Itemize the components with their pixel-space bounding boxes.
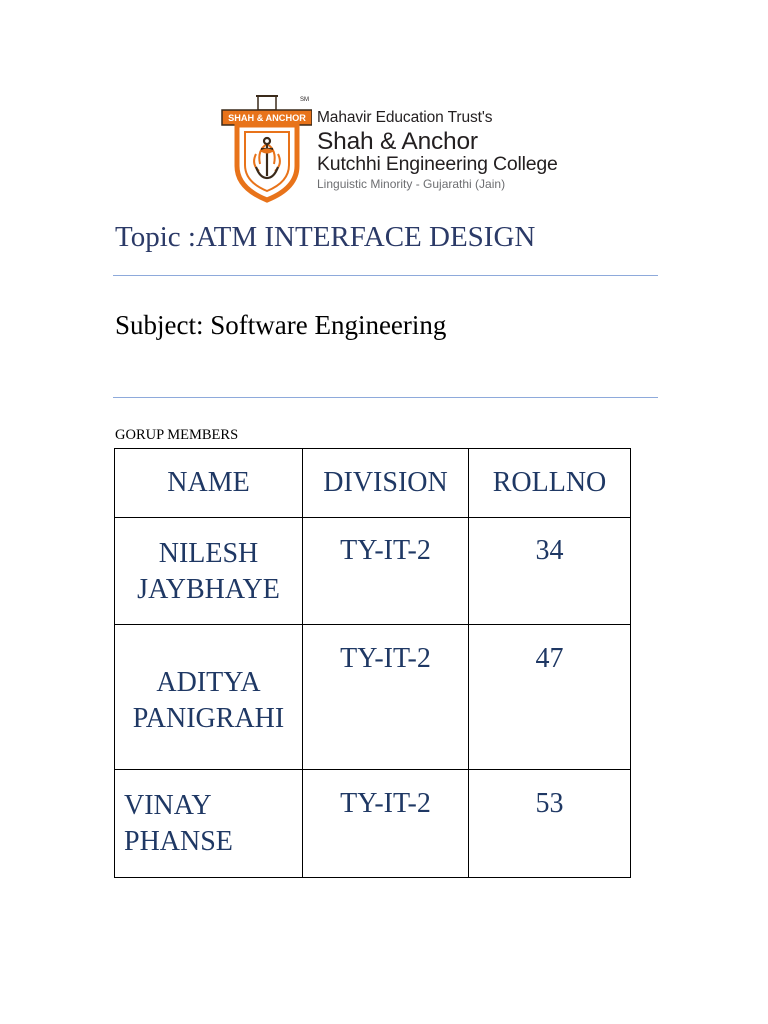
- member-division-cell: [303, 770, 469, 878]
- member-rollno-cell: [469, 770, 631, 878]
- logo-trust-name: Mahavir Education Trust's: [317, 109, 493, 126]
- college-logo: [220, 92, 580, 204]
- college-emblem-icon: [220, 92, 312, 204]
- member-last-name: PHANSE: [124, 825, 233, 857]
- member-division-cell: [303, 518, 469, 625]
- member-last-name: PANIGRAHI: [132, 702, 285, 734]
- badge-text: SHAH & ANCHOR: [228, 113, 306, 123]
- logo-minority-note: Linguistic Minority - Gujarathi (Jain): [317, 176, 506, 191]
- member-rollno-cell: [469, 518, 631, 625]
- member-name-cell: [115, 770, 303, 878]
- member-name: [115, 665, 302, 737]
- header-division: DIVISION: [303, 449, 469, 518]
- subject-divider: [113, 397, 658, 398]
- logo-institute-name: Shah & Anchor: [317, 127, 478, 155]
- logo-text: [317, 110, 558, 190]
- member-name: [115, 788, 302, 860]
- topic-divider: [113, 275, 658, 276]
- header-rollno: ROLLNO: [469, 449, 631, 518]
- member-division: TY-IT-2: [340, 535, 431, 566]
- member-rollno: 53: [535, 788, 564, 819]
- logo-college-name: Kutchhi Engineering College: [317, 153, 558, 175]
- member-rollno-cell: [469, 625, 631, 770]
- table-row: [115, 770, 631, 878]
- member-division: TY-IT-2: [340, 788, 431, 819]
- member-last-name: JAYBHAYE: [137, 573, 280, 605]
- member-division: TY-IT-2: [340, 643, 431, 674]
- member-rollno: 34: [535, 535, 564, 566]
- header-name: NAME: [115, 449, 303, 518]
- member-name: [115, 536, 302, 608]
- group-members-label: GORUP MEMBERS: [115, 427, 239, 443]
- member-first-name: NILESH: [158, 538, 259, 569]
- member-name-cell: [115, 518, 303, 625]
- table-header-row: [115, 449, 631, 518]
- table-row: [115, 625, 631, 770]
- member-first-name: ADITYA: [156, 667, 261, 698]
- member-rollno: 47: [535, 643, 564, 674]
- topic-heading: Topic :ATM INTERFACE DESIGN: [115, 221, 536, 253]
- member-first-name: VINAY: [124, 790, 212, 821]
- member-name-cell: [115, 625, 303, 770]
- table-row: [115, 518, 631, 625]
- members-table: [114, 448, 631, 878]
- subject-heading: Subject: Software Engineering: [115, 310, 447, 340]
- member-division-cell: [303, 625, 469, 770]
- sm-mark: SM: [300, 97, 309, 103]
